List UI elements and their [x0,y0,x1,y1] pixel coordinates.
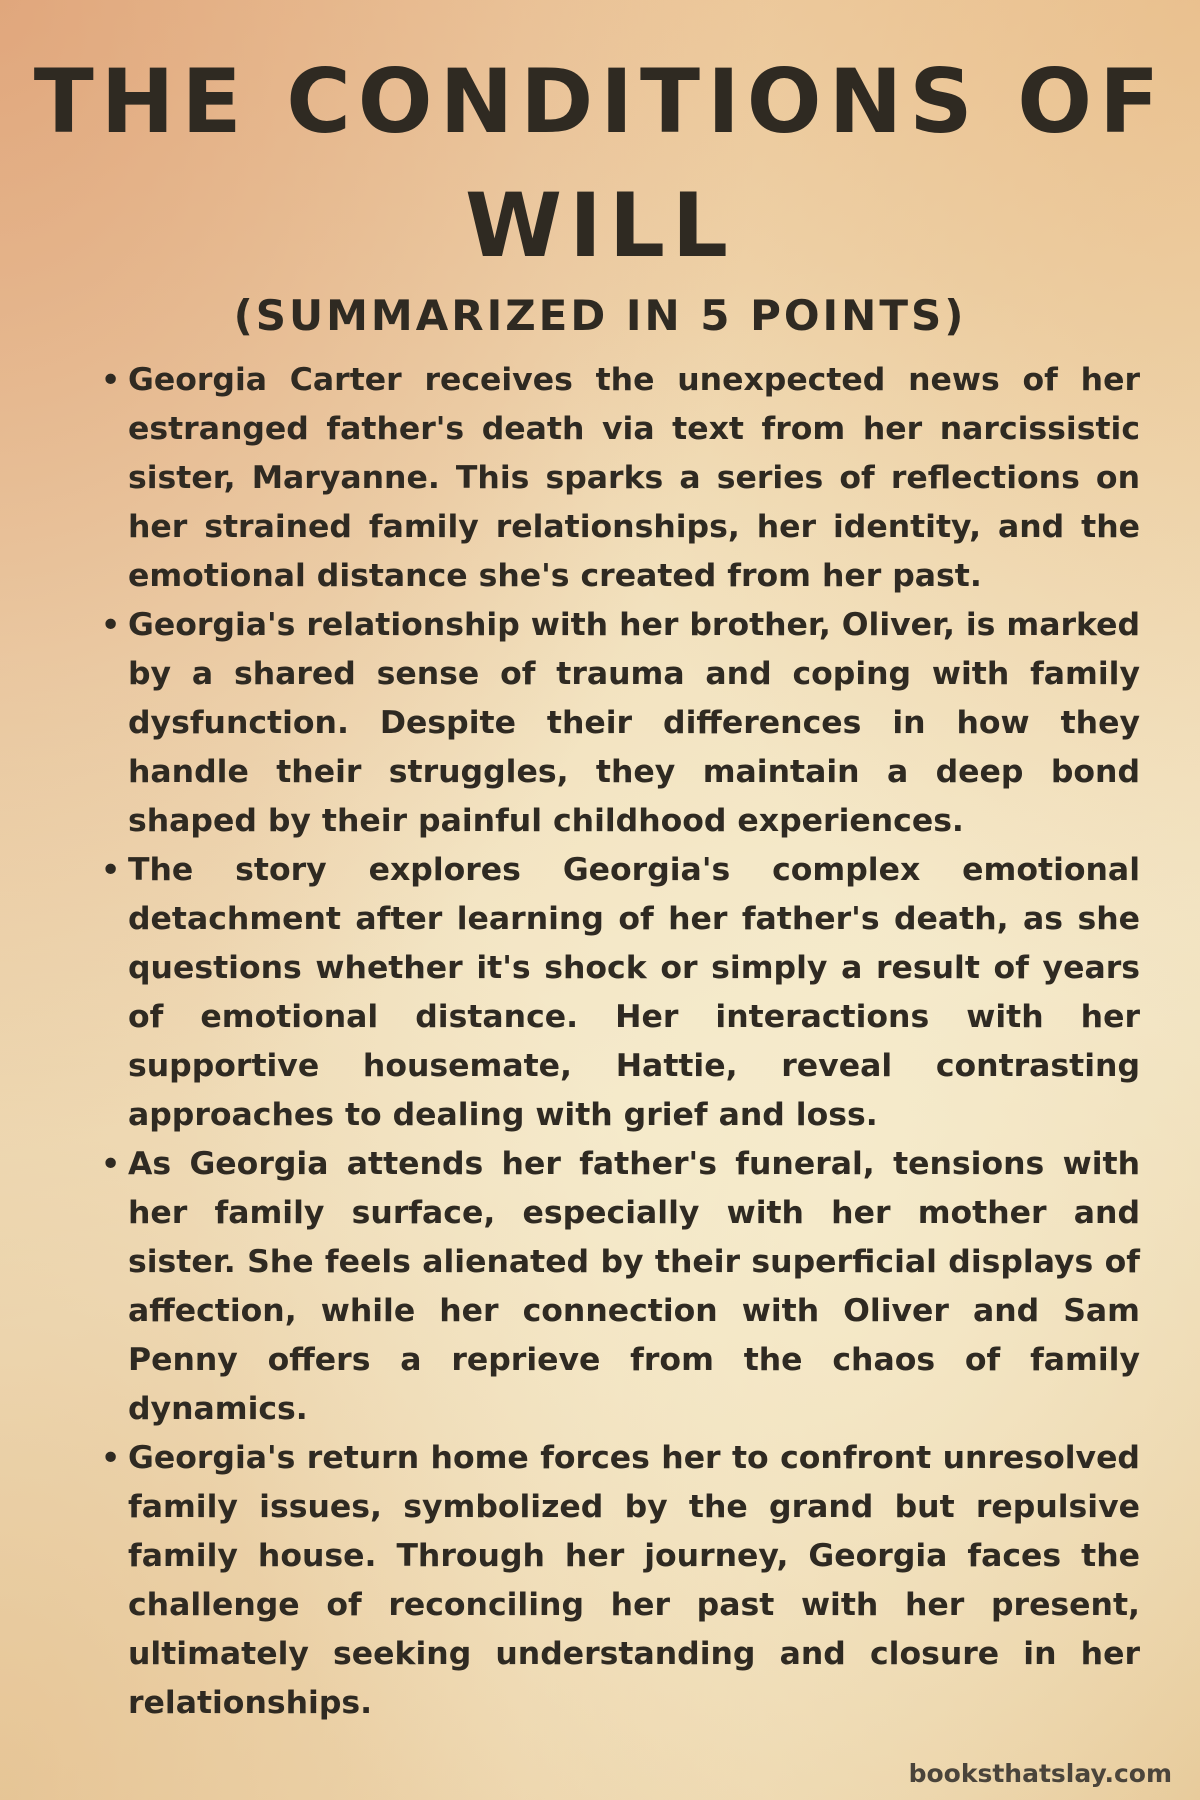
summary-point-1 [100,356,1140,601]
bullet-icon: • [100,1438,122,1479]
summary-point-4 [100,1140,1140,1434]
page-subtitle: (SUMMARIZED IN 5 POINTS) [233,291,967,340]
summary-points-list [100,356,1141,1728]
summary-point-5 [100,1434,1140,1728]
bullet-icon: • [100,360,122,401]
source-watermark: booksthatslay.com [908,1759,1172,1788]
summary-point-text: Georgia's return home forces her to confront unresolved family issues, symbolized by the grand but repulsive family house. Through her journey, Georgia faces the challenge of reconciling her past with her present, ultimately seeking understanding and closure in her relationships. [128,1440,1140,1721]
summary-point-text: Georgia's relationship with her brother, Oliver, is marked by a shared sense of trauma and coping with family dysfunction. Despite their differences in how they handle their struggles, they maintain a deep bond shaped by their painful childhood experiences. [128,607,1141,839]
summary-point-3 [100,846,1140,1140]
bullet-icon: • [100,1144,122,1185]
summary-point-text: As Georgia attends her father's funeral, tensions with her family surface, especially with her mother and sister. She feels alienated by their superficial displays of affection, while her connection with Oliver and Sam Penny offers a reprieve from the chaos of family dynamics. [128,1146,1140,1427]
summary-point-text: Georgia Carter receives the unexpected news of her estranged father's death via text from her narcissistic sister, Maryanne. This sparks a series of reflections on her strained family relationships, her identity, and the emotional distance she's created from her past. [128,362,1140,594]
page-title: THE CONDITIONS OF WILL [33,50,1167,277]
bullet-icon: • [100,850,122,891]
summary-point-text: The story explores Georgia's complex emotional detachment after learning of her father's death, as she questions whether it's shock or simply a result of years of emotional distance. Her interactions with her supportive housemate, Hattie, reveal contrasting approaches to dealing with grief and loss. [128,852,1140,1133]
summary-point-2 [100,601,1141,846]
bullet-icon: • [100,605,122,646]
